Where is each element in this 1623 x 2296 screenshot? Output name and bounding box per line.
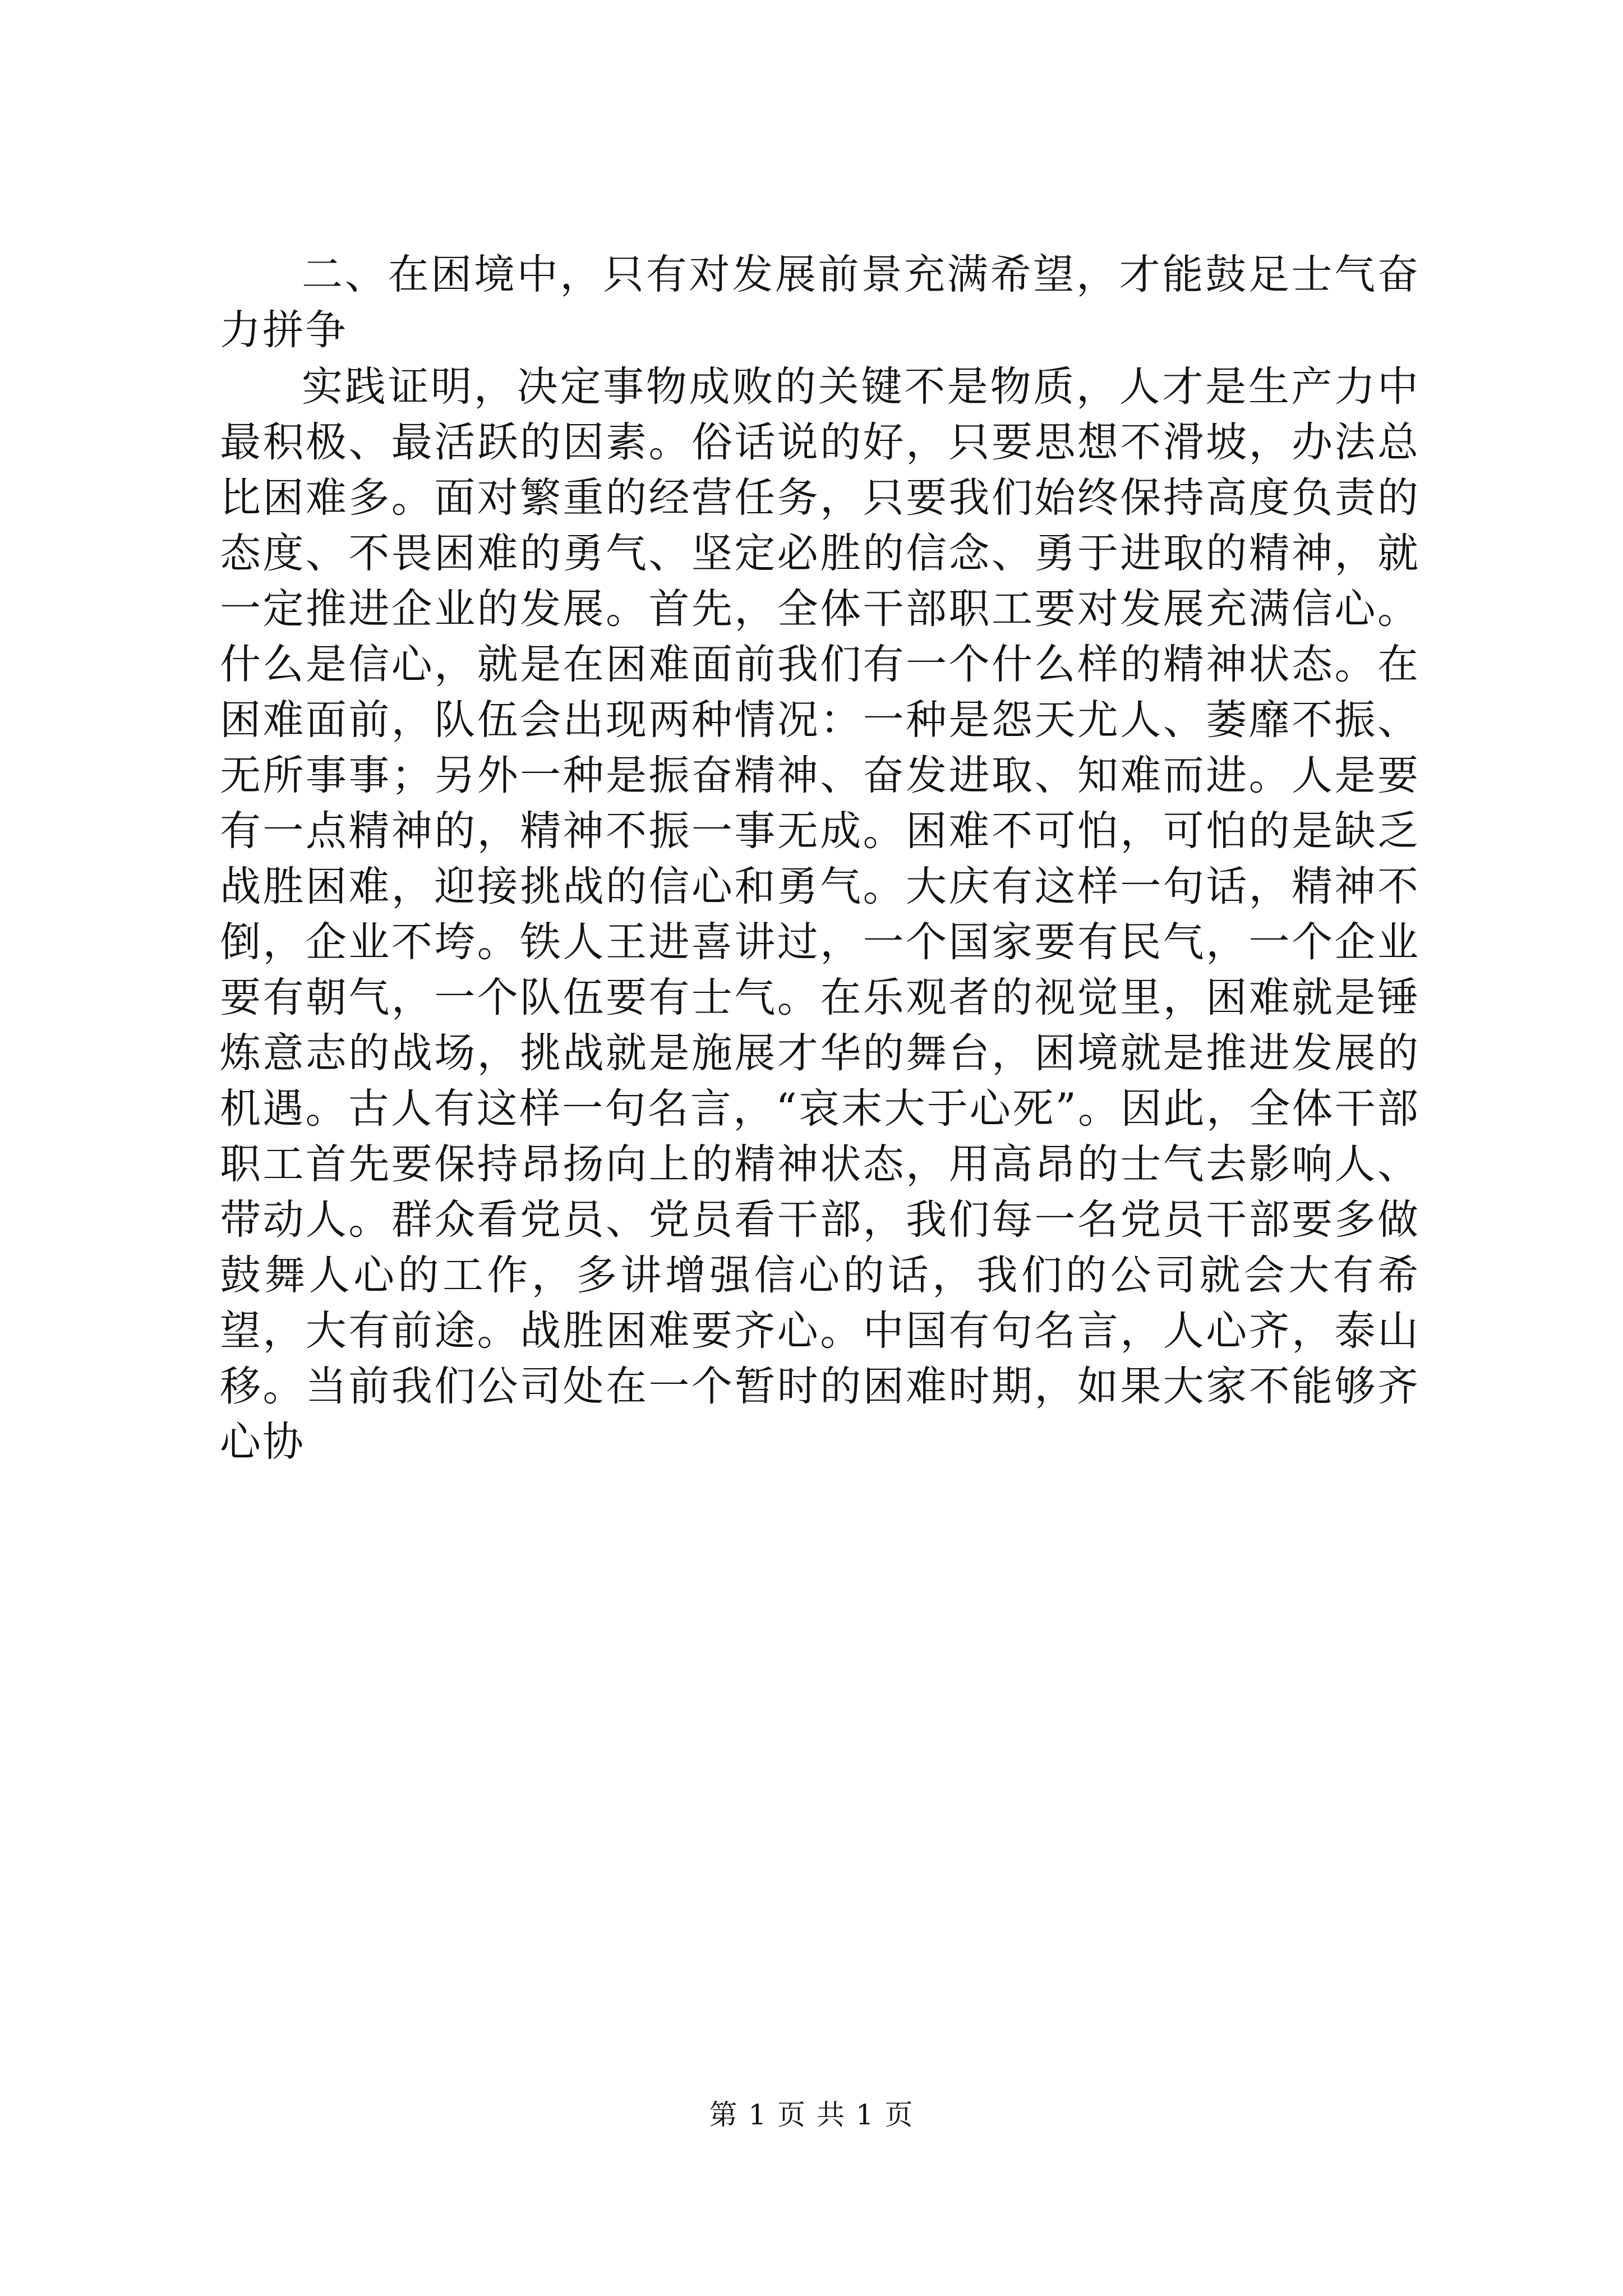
body-paragraph: 实践证明，决定事物成败的关键不是物质，人才是生产力中最积极、最活跃的因素。俗话说的好，只要思想不滑坡，办法总比困难多。面对繁重的经营任务，只要我们始终保持高度负责的态度、不畏困难的勇气、坚定必胜的信念、勇于进取的精神，就一定推进企业的发展。首先，全体干部职工要对发展充满信心。什么是信心，就是在困难面前我们有一个什么样的精神状态。在困难面前，队伍会出现两种情况：一种是怨天尤人、萎靡不振、无所事事；另外一种是振奋精神、奋发进取、知难而进。人是要有一点精神的，精神不振一事无成。困难不可怕，可怕的是缺乏战胜困难，迎接挑战的信心和勇气。大庆有这样一句话，精神不倒，企业不垮。铁人王进喜讲过，一个国家要有民气，一个企业要有朝气，一个队伍要有士气。在乐观者的视觉里，困难就是锤炼意志的战场，挑战就是施展才华的舞台，困境就是推进发展的机遇。古人有这样一句名言，“哀末大于心死”。因此，全体干部职工首先要保持昂扬向上的精神状态，用高昂的士气去影响人、带动人。群众看党员、党员看干部，我们每一名党员干部要多做鼓舞人心的工作，多讲增强信心的话，我们的公司就会大有希望，大有前途。战胜困难要齐心。中国有句名言，人心齐，泰山移。当前我们公司处在一个暂时的困难时期，如果大家不能够齐心协: [220, 363, 1420, 1466]
page-footer: 第 1 页 共 1 页: [709, 2099, 914, 2131]
document-content: [220, 247, 1420, 1470]
section-heading: 二、在困境中，只有对发展前景充满希望，才能鼓足士气奋力拼争: [220, 251, 1420, 354]
